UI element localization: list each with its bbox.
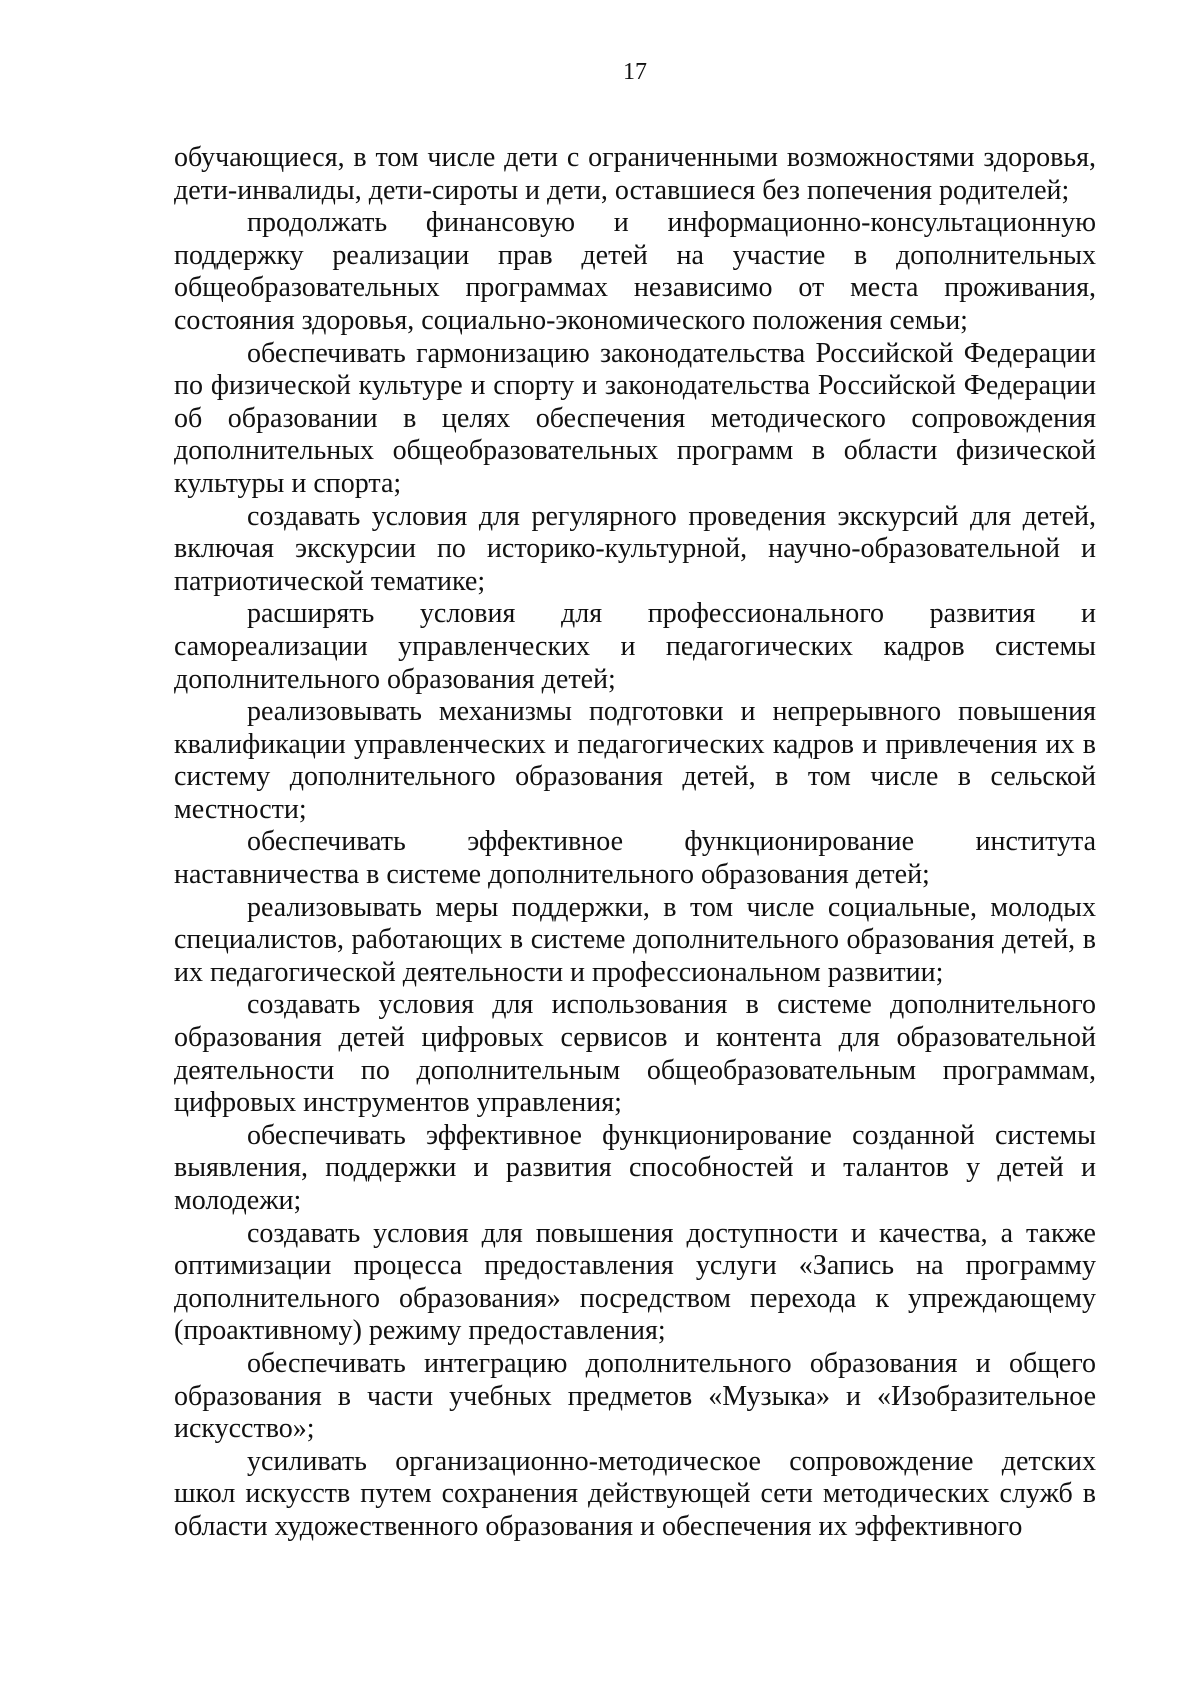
paragraph-enrollment-service: создавать условия для повышения доступности и качества, а также оптимизации процесса предоставления услуги «Запись на программу дополнительного образования» посредством перехода к упреждающему (проактивному) режиму предоставления;	[174, 1217, 1096, 1347]
document-body	[174, 142, 1096, 1544]
paragraph-mentoring: обеспечивать эффективное функционирование института наставничества в системе дополнительного образования детей;	[174, 826, 1096, 891]
paragraph-education-integration: обеспечивать интеграцию дополнительного образования и общего образования в части учебных предметов «Музыка» и «Изобразительное искусство»;	[174, 1347, 1096, 1445]
paragraph-professional-development: расширять условия для профессионального развития и самореализации управленческих и педагогических кадров системы дополнительного образования детей;	[174, 598, 1096, 695]
paragraph-arts-schools: усиливать организационно-методическое сопровождение детских школ искусств путем сохранения действующей сети методических служб в области художественного образования и обеспечения их эффективного	[174, 1445, 1096, 1542]
paragraph-talent-identification: обеспечивать эффективное функционирование созданной системы выявления, поддержки и развития способностей и талантов у детей и молодежи;	[174, 1119, 1096, 1216]
page-number: 17	[623, 59, 647, 85]
paragraph-young-specialists-support: реализовывать меры поддержки, в том числе социальные, молодых специалистов, работающих в системе дополнительного образования детей, в их педагогической деятельности и профессиональном развитии;	[174, 891, 1096, 988]
paragraph-digital-services: создавать условия для использования в системе дополнительного образования детей цифровых сервисов и контента для образовательной деятельности по дополнительным общеобразовательным программам, цифровых инструментов управления;	[174, 989, 1096, 1119]
paragraph-legislation-harmonization: обеспечивать гармонизацию законодательства Российской Федерации по физической культуре и спорту и законодательства Российской Федерации об образовании в целях обеспечения методического сопровождения дополнительных общеобразовательных программ в области физической культуры и спорта;	[174, 337, 1096, 499]
paragraph-financial-support: продолжать финансовую и информационно-консультационную поддержку реализации прав детей на участие в дополнительных общеобразовательных программах независимо от места проживания, состояния здоровья, социально-экономического положения семьи;	[174, 207, 1096, 336]
paragraph-excursions: создавать условия для регулярного проведения экскурсий для детей, включая экскурсии по историко-культурной, научно-образовательной и патриотической тематике;	[174, 500, 1096, 597]
paragraph-staff-training: реализовывать механизмы подготовки и непрерывного повышения квалификации управленческих и педагогических кадров и привлечения их в систему дополнительного образования детей, в том числе в сельской местности;	[174, 696, 1096, 825]
paragraph-continuation: обучающиеся, в том числе дети с ограниченными возможностями здоровья, дети-инвалиды, дети-сироты и дети, оставшиеся без попечения родителей;	[174, 142, 1096, 206]
